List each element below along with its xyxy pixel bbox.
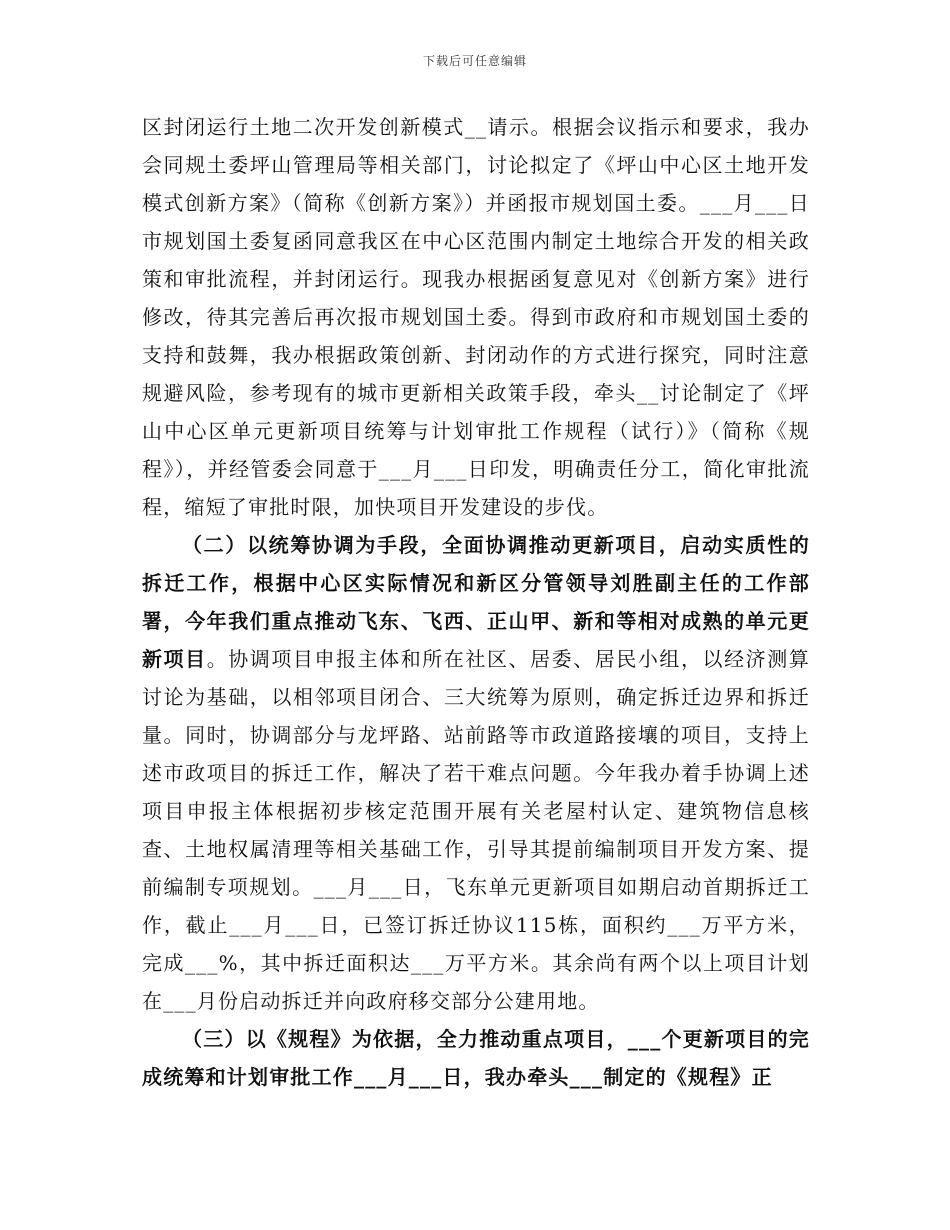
paragraph-3-heading: （三）以《规程》为依据，全力推动重点项目，___个更新项目的完成统筹和计划审批工作___月___日，我办牵头___制定的《规程》正 [142,1027,810,1089]
paragraph-1 [142,108,810,526]
paragraph-2-heading: （二）以统筹协调为手段，全面协调推动更新项目，启动实质性的拆迁工作，根据中心区实际情况和新区分管领导刘胜副主任的工作部署，今年我们重点推动飞东、飞西、正山甲、新和等相对成熟的单元更新项目 [142,533,810,671]
page-header: 下载后可任意编辑 [422,54,527,68]
paragraph-1-text: 区封闭运行土地二次开发创新模式__请示。根据会议指示和要求，我办会同规土委坪山管理局等相关部门，讨论拟定了《坪山中心区土地开发模式创新方案》（简称《创新方案》）并函报市规划国土委。___月___日市规划国土委复函同意我区在中心区范围内制定土地综合开发的相关政策和审批流程，并封闭运行。现我办根据函复意见对《创新方案》进行修改，待其完善后再次报市规划国土委。得到市政府和市规划国土委的支持和鼓舞，我办根据政策创新、封闭动作的方式进行探究，同时注意规避风险，参考现有的城市更新相关政策手段，牵头__讨论制定了《坪山中心区单元更新项目统筹与计划审批工作规程（试行）》（简称《规程》），并经管委会同意于___月___日印发，明确责任分工，简化审批流程，缩短了审批时限，加快项目开发建设的步伐。 [142,115,810,519]
paragraph-3 [142,1020,810,1096]
document-body [142,108,810,1096]
paragraph-2 [142,526,810,1020]
paragraph-2-text: 。协调项目申报主体和所在社区、居委、居民小组，以经济测算讨论为基础，以相邻项目闭合、三大统筹为原则，确定拆迁边界和拆迁量。同时，协调部分与龙坪路、站前路等市政道路接壤的项目，支持上述市政项目的拆迁工作，解决了若干难点问题。今年我办着手协调上述项目申报主体根据初步核定范围开展有关老屋村认定、建筑物信息核查、土地权属清理等相关基础工作，引导其提前编制项目开发方案、提前编制专项规划。___月___日，飞东单元更新项目如期启动首期拆迁工作，截止___月___日，已签订拆迁协议115栋，面积约___万平方米，完成___%，其中拆迁面积达___万平方米。其余尚有两个以上项目计划在___月份启动拆迁并向政府移交部分公建用地。 [142,647,810,1013]
